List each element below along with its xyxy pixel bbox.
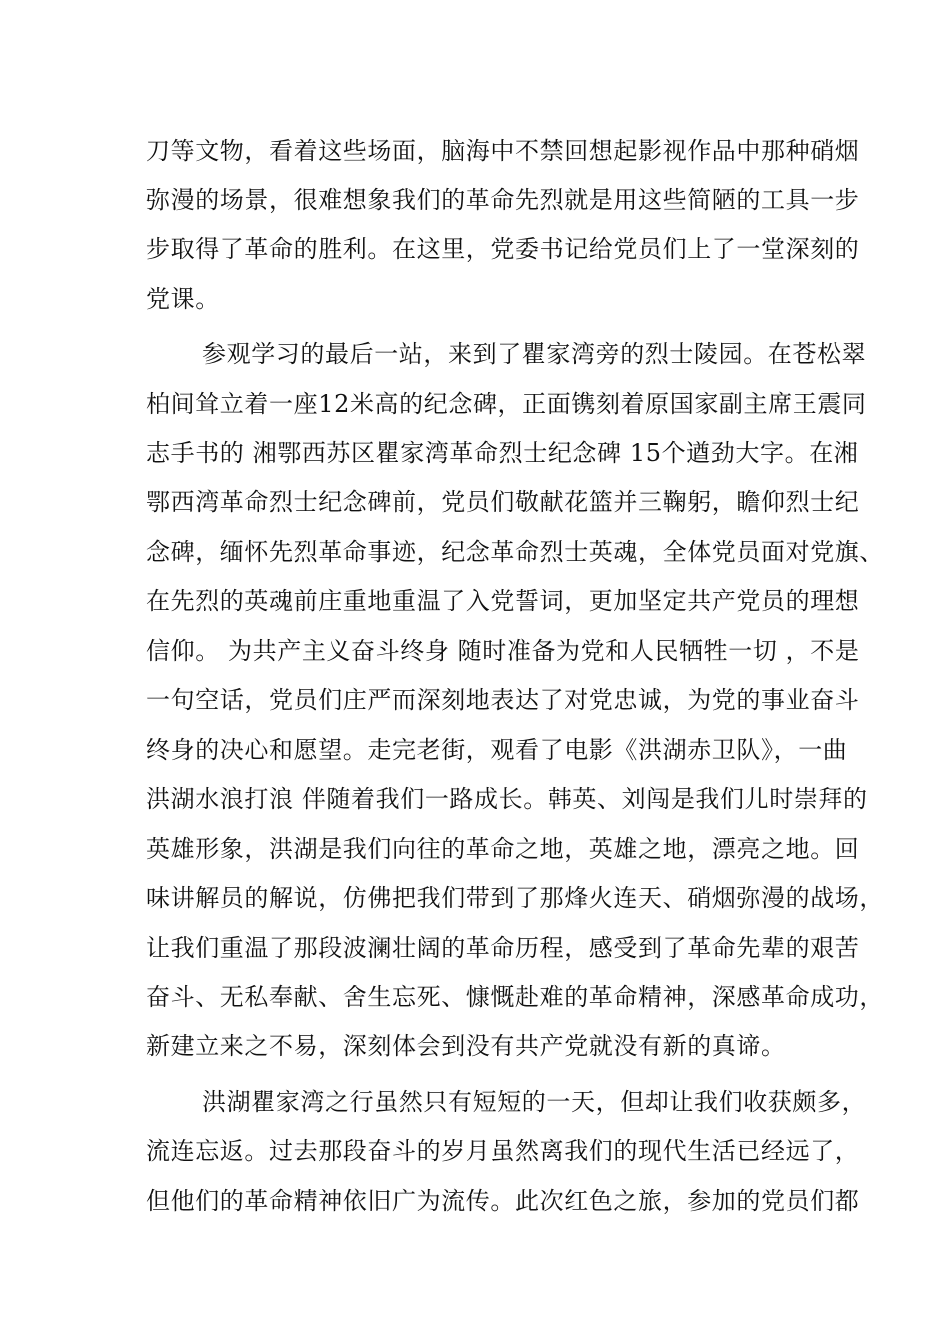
text-line: 奋斗、无私奉献、舍生忘死、慷慨赴难的革命精神，深感革命成功， [146, 983, 884, 1011]
text-line: 但他们的革命精神依旧广为流传。此次红色之旅，参加的党员们都 [146, 1187, 860, 1215]
text-line: 刀等文物，看着这些场面，脑海中不禁回想起影视作品中那种硝烟 [146, 137, 860, 165]
text-line: 信仰。 为共产主义奋斗终身 随时准备为党和人民牺牲一切 ，不是 [146, 637, 860, 665]
text-line: 志手书的 湘鄂西苏区瞿家湾革命烈士纪念碑 15个遒劲大字。在湘 [146, 439, 859, 467]
text-line: 弥漫的场景，很难想象我们的革命先烈就是用这些简陋的工具一步 [146, 186, 860, 214]
text-line: 在先烈的英魂前庄重地重温了入党誓词，更加坚定共产党员的理想 [146, 587, 860, 615]
text-line: 洪湖水浪打浪 伴随着我们一路成长。韩英、刘闯是我们儿时崇拜的 [146, 785, 868, 813]
text-line: 一句空话，党员们庄严而深刻地表达了对党忠诚，为党的事业奋斗 [146, 686, 860, 714]
text-line: 参观学习的最后一站，来到了瞿家湾旁的烈士陵园。在苍松翠 [202, 340, 867, 368]
text-line: 步取得了革命的胜利。在这里，党委书记给党员们上了一堂深刻的 [146, 235, 860, 263]
text-line: 让我们重温了那段波澜壮阔的革命历程，感受到了革命先辈的艰苦 [146, 934, 860, 962]
text-line: 洪湖瞿家湾之行虽然只有短短的一天，但却让我们收获颇多， [202, 1088, 867, 1116]
text-line: 念碑，缅怀先烈革命事迹，纪念革命烈士英魂，全体党员面对党旗、 [146, 538, 884, 566]
text-line: 鄂西湾革命烈士纪念碑前，党员们敬献花篮并三鞠躬，瞻仰烈士纪 [146, 488, 860, 516]
text-line: 流连忘返。过去那段奋斗的岁月虽然离我们的现代生活已经远了， [146, 1137, 860, 1165]
text-line: 柏间耸立着一座12米高的纪念碑，正面镌刻着原国家副主席王震同 [146, 390, 867, 418]
text-line: 英雄形象，洪湖是我们向往的革命之地，英雄之地，漂亮之地。回 [146, 835, 860, 863]
text-line: 味讲解员的解说，仿佛把我们带到了那烽火连天、硝烟弥漫的战场， [146, 884, 884, 912]
text-line: 新建立来之不易，深刻体会到没有共产党就没有新的真谛。 [146, 1032, 786, 1060]
text-line: 党课。 [146, 285, 220, 313]
text-line: 终身的决心和愿望。走完老街，观看了电影《洪湖赤卫队》，一曲 [146, 736, 848, 764]
